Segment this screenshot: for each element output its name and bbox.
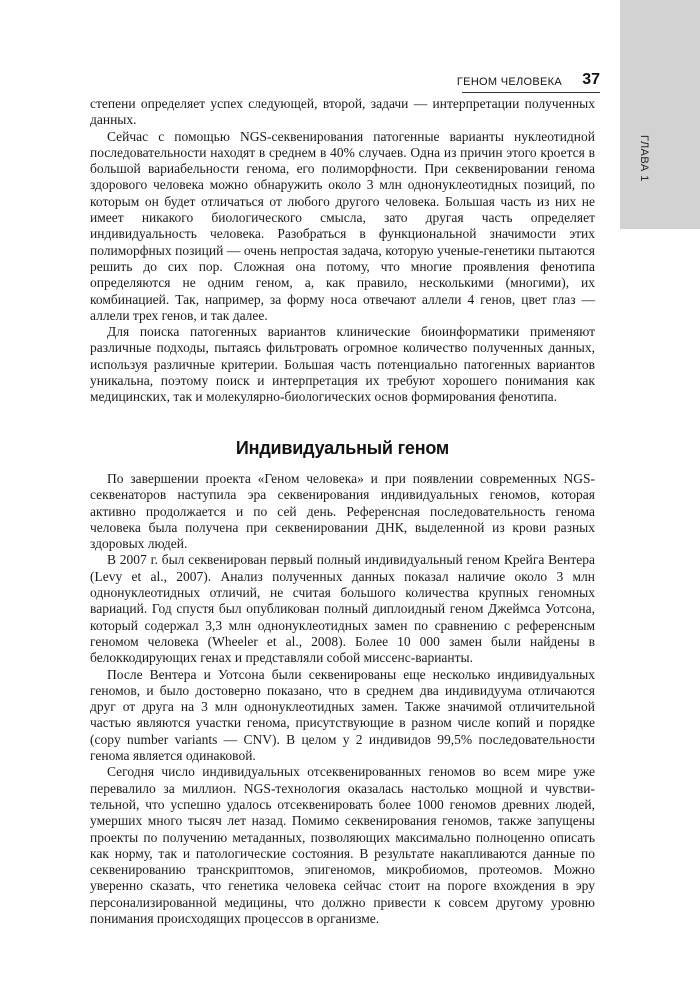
paragraph: Для поиска патогенных вариантов клинические биоинформатики применяют различные подходы, пытаясь фильтровать огромное количество полученных данных, используя различные критерии. Большая часть потенциально патогенных вариантов уникальна, поэтому поиск и интерпретация их требуют хорошего понимания как медицинских, так и молекулярно-биологических основ формирования фенотипа. (90, 324, 595, 405)
body-text-section (90, 471, 595, 927)
paragraph: Сейчас с помощью NGS-секвенирования патогенные варианты нуклеотидной последовательности находят в среднем в 40% случаев. Одна из причин этого кроется в большой вариабельности генома, его полиморфности. При секвенировании генома здорового человека можно обнаружить около 3 млн однонуклеотидных позиций, по которым он будет отличаться от любого другого человека. Большая часть из них не имеет никакого биологического смысла, зато другая часть определяет индивидуальность человека. Разобраться в функциональной значимости этих полиморфных позиций — очень непростая задача, которую ученые-генетики пытаются решить до сих пор. Сложная она потому, что многие проявления фенотипа определяются не одним геном, а, как правило, несколькими (многими), их комбинацией. Так, например, за форму носа отвечают аллели 4 генов, цвет глаз — аллели трех генов, и так далее. (90, 128, 595, 323)
paragraph: По завершении проекта «Геном человека» и при появлении современных NGS-секвенаторов наступила эра секвенирования индивидуальных геномов, которая активно продолжается и по сей день. Референсная последовательность генома человека была получена при секвенировании ДНК, выделенной из крови разных здоровых людей. (90, 471, 595, 552)
running-head-title: ГЕНОМ ЧЕЛОВЕКА (456, 76, 562, 88)
chapter-tab (620, 0, 700, 229)
running-head-rule (462, 92, 600, 93)
paragraph: После Вентера и Уотсона были секвенированы еще несколько индивидуальных геномов, и было достоверно показано, что в среднем два индивидуума отличаются друг от друга на 3 млн однонуклеотидных замен. Также значимой отличительной частью являются участки генома, присутствующие в разном числе копий и порядке (copy number variants — CNV). В целом у 2 индивидов 99,5% последовательности генома является одинаковой. (90, 666, 595, 764)
page-number: 37 (582, 71, 600, 88)
section-heading: Индивидуальный геном (235, 438, 450, 458)
paragraph: В 2007 г. был секвенирован первый полный индивидуальный геном Крейга Вентера (Levy et al., 2007). Анализ полученных данных показал наличие около 3 млн однонуклеотидных отличий, не считая большого количества крупных геномных вариаций. Год спустя был опубликован полный диплоидный геном Джеймса Уотсона, который содержал 3,3 млн однонуклеотидных замен по сравнению с референсным геномом человека (Wheeler et al., 2008). Более 10 000 замен были найдены в белоккодирующих генах и представляли собой миссенс-варианты. (90, 552, 595, 666)
chapter-tab-label: ГЛАВА 1 (638, 135, 650, 182)
body-text-top (90, 96, 595, 406)
paragraph: Сегодня число индивидуальных отсеквенированных геномов во всем мире уже перевалило за миллион. NGS-технология оказалась настолько мощной и чувствительной, что успешно удалось отсеквенировать более 1000 геномов древних людей, умерших много тысяч лет назад. Помимо секвенирования геномов, также запущены проекты по получению метаданных, позволяющих максимально полноценно описать как норму, так и патологические состояния. В результате накапливаются данные по секвенированию транскриптомов, эпигеномов, микробиомов, протеомов. Можно уверенно сказать, что генетика человека сейчас стоит на пороге вхождения в эру персонализированной медицины, что должно привести к совсем другому уровню понимания происходящих процессов в организме. (90, 764, 595, 927)
paragraph: степени определяет успех следующей, второй, задачи — интерпретации полученных данных. (90, 96, 595, 128)
running-head (420, 72, 600, 92)
